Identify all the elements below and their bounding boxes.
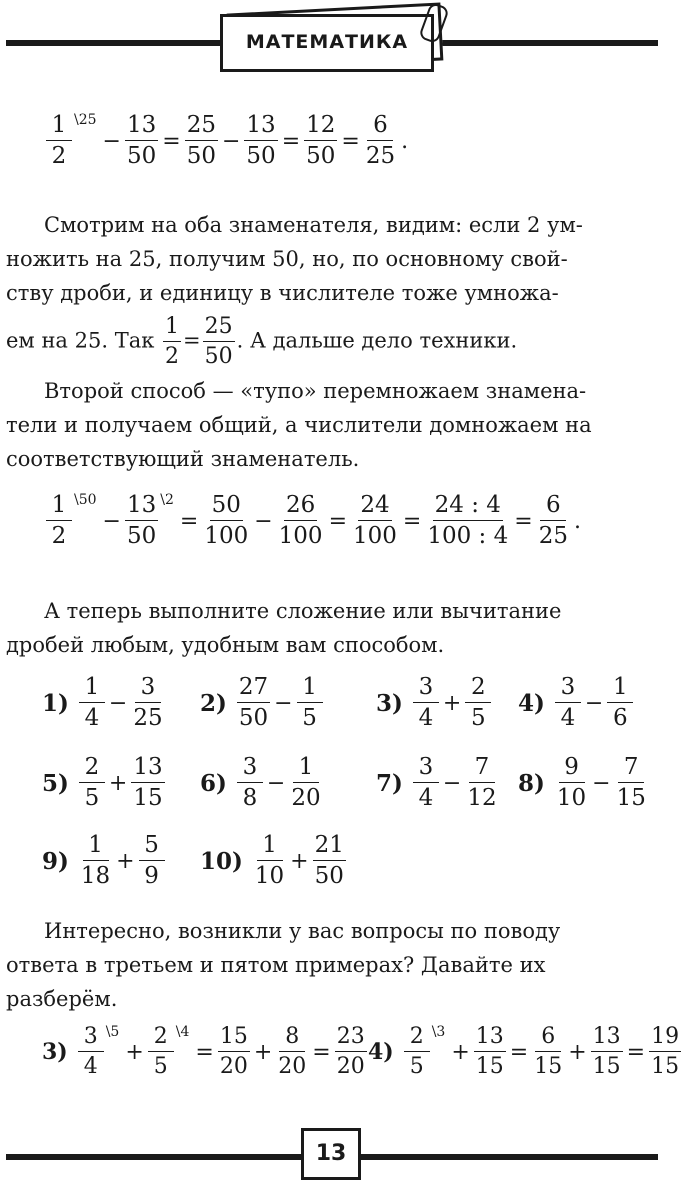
exercise-fraction-b (131, 756, 164, 810)
operator: . (401, 128, 409, 154)
exercise-fraction-b-num: 2 (465, 676, 491, 703)
operator: + (253, 1039, 273, 1065)
exercise-fraction-b-den: 12 (467, 785, 497, 811)
exercise-fraction-a (237, 756, 263, 810)
equation-label: 4) (368, 1039, 394, 1065)
fraction (364, 114, 397, 168)
exercise-fraction-a (253, 834, 286, 888)
exercise-label: 1) (42, 689, 69, 717)
fraction-den: 100 : 4 (427, 523, 509, 549)
fraction-den: 20 (219, 1054, 248, 1079)
operator: = (281, 128, 301, 154)
exercise-fraction-a (79, 834, 112, 888)
exercise-fraction-b-num: 1 (293, 756, 319, 783)
exercise-operator: + (442, 690, 462, 716)
exercise-4 (518, 676, 635, 730)
fraction (425, 494, 510, 548)
equation-4 (368, 1026, 683, 1078)
fraction (218, 1026, 250, 1078)
operator: = (195, 1039, 214, 1065)
paragraph-3 (6, 594, 662, 662)
exercise-fraction-a-num: 3 (237, 756, 263, 783)
operator: − (221, 128, 241, 154)
exercise-operator: − (274, 690, 293, 716)
fraction-den: 15 (592, 1054, 621, 1079)
fraction (532, 1026, 564, 1078)
exercise-fraction-a-den: 4 (418, 785, 434, 811)
fraction (335, 1026, 367, 1078)
fraction-num: 23 (335, 1026, 367, 1052)
exercise-operator: − (592, 770, 611, 796)
fraction (591, 1026, 623, 1078)
fraction-num: 12 (304, 114, 337, 141)
fraction-den: 100 (278, 523, 323, 549)
operator: − (254, 508, 273, 534)
fraction (46, 114, 72, 168)
operator: . (573, 508, 581, 534)
inline-fraction-1 (163, 316, 181, 368)
fraction-den: 20 (278, 1054, 307, 1079)
fraction-num: 50 (210, 494, 243, 521)
exercise-fraction-a-num: 1 (257, 834, 283, 861)
exercise-fraction-a (555, 676, 581, 730)
paragraph-4 (6, 914, 662, 1016)
paragraph-2 (6, 374, 662, 476)
exercise-fraction-a-den: 4 (418, 705, 434, 731)
fraction (125, 114, 158, 168)
equation-1 (44, 114, 410, 168)
fraction (537, 494, 570, 548)
paragraph-1-line-3: ству дроби, и единицу в числителе тоже умножа- (6, 281, 559, 305)
exercise-fraction-b (465, 676, 491, 730)
multiplier-mark: \5 (105, 1024, 120, 1040)
fraction-den: 50 (246, 143, 276, 169)
operator: = (514, 508, 533, 534)
exercise-fraction-b-den: 15 (133, 785, 163, 811)
exercise-fraction-a-den: 18 (80, 863, 111, 889)
fraction-num: 2 (404, 1026, 430, 1052)
paragraph-1-line-1: Смотрим на оба знаменателя, видим: если 2 ум- (44, 213, 583, 237)
fraction-den: 15 (534, 1054, 563, 1079)
paragraph-1 (6, 208, 662, 368)
fraction (78, 1026, 104, 1078)
fraction-num: 13 (591, 1026, 623, 1052)
operator: = (162, 128, 181, 154)
exercise-fraction-b (297, 676, 323, 730)
exercise-fraction-a-num: 1 (79, 676, 105, 703)
paragraph-1-line-4-post: . А дальше дело техники. (236, 328, 518, 353)
exercise-fraction-a-den: 4 (560, 705, 576, 731)
paragraph-1-line-2: ножить на 25, получим 50, но, по основному свой- (6, 247, 568, 271)
exercise-fraction-a (79, 756, 105, 810)
operator: = (179, 508, 199, 534)
exercise-fraction-a (413, 676, 439, 730)
inline-fraction-1-den: 2 (165, 344, 180, 369)
fraction-num: 3 (78, 1026, 104, 1052)
exercise-fraction-b-den: 5 (302, 705, 317, 731)
exercise-operator: − (266, 770, 286, 796)
exercise-label: 8) (518, 769, 545, 797)
fraction-den: 2 (51, 143, 67, 169)
fraction-den: 4 (83, 1054, 98, 1079)
fraction (649, 1026, 681, 1078)
exercise-fraction-b-den: 50 (314, 863, 344, 889)
operator: + (568, 1039, 587, 1065)
exercise-fraction-b (131, 676, 164, 730)
fraction (244, 114, 277, 168)
fraction-num: 8 (279, 1026, 305, 1052)
exercise-fraction-a-den: 4 (84, 705, 100, 731)
exercise-fraction-b (465, 756, 498, 810)
exercise-fraction-a-den: 50 (238, 705, 269, 731)
exercise-9 (42, 834, 167, 888)
exercise-label: 7) (376, 769, 403, 797)
exercise-fraction-b-den: 5 (471, 705, 486, 731)
fraction-num: 1 (46, 494, 72, 521)
fraction (276, 1026, 308, 1078)
fraction-num: 1 (46, 114, 72, 141)
paragraph-4-line-2: ответа в третьем и пятом примерах? Давайте их (6, 953, 546, 977)
exercise-fraction-a-num: 3 (413, 676, 439, 703)
operator: − (102, 508, 121, 534)
fraction-den: 50 (306, 143, 336, 169)
fraction (202, 494, 250, 548)
fraction-num: 13 (125, 494, 158, 521)
inline-equals: = (183, 328, 201, 353)
operator: = (328, 508, 347, 534)
exercise-label: 2) (200, 689, 227, 717)
exercise-8 (518, 756, 650, 810)
fraction-num: 26 (284, 494, 317, 521)
fraction-den: 20 (336, 1054, 365, 1079)
fraction-den: 50 (126, 143, 157, 169)
paragraph-2-line-3: соответствующий знаменатель. (6, 447, 360, 471)
fraction (474, 1026, 506, 1078)
exercise-fraction-a-num: 27 (237, 676, 270, 703)
paragraph-2-line-2: тели и получаем общий, а числители домножаем на (6, 413, 592, 437)
fraction-den: 100 (204, 523, 249, 549)
exercise-fraction-a-den: 10 (556, 785, 587, 811)
fraction (277, 494, 325, 548)
fraction (404, 1026, 430, 1078)
operator: + (451, 1039, 470, 1065)
equation-3 (42, 1026, 369, 1078)
operator: − (102, 128, 121, 154)
exercise-label: 5) (42, 769, 69, 797)
exercise-label: 3) (376, 689, 403, 717)
fraction-num: 24 (358, 494, 391, 521)
multiplier-mark: \4 (175, 1024, 190, 1040)
exercise-operator: − (442, 770, 462, 796)
exercise-fraction-b-den: 6 (613, 705, 628, 731)
exercise-2 (200, 676, 325, 730)
inline-fraction-2 (203, 316, 235, 368)
equation-2 (44, 494, 583, 548)
fraction-den: 15 (475, 1054, 504, 1079)
paragraph-4-line-3: разберём. (6, 987, 118, 1011)
exercise-fraction-a (413, 756, 439, 810)
fraction-num: 25 (185, 114, 218, 141)
exercise-fraction-b (615, 756, 648, 810)
exercise-fraction-a-num: 1 (83, 834, 109, 861)
exercise-operator: + (108, 770, 128, 796)
fraction-num: 13 (125, 114, 158, 141)
operator: + (125, 1039, 144, 1065)
fraction-den: 25 (538, 523, 568, 549)
exercise-label: 9) (42, 847, 69, 875)
operator: = (402, 508, 422, 534)
exercise-fraction-a (79, 676, 105, 730)
paragraph-4-line-1: Интересно, возникли у вас вопросы по поводу (44, 919, 561, 943)
fraction-num: 24 : 4 (433, 494, 503, 521)
exercise-fraction-b-num: 1 (297, 676, 323, 703)
operator: = (509, 1039, 529, 1065)
fraction-den: 50 (126, 523, 157, 549)
fraction-den: 5 (409, 1054, 424, 1079)
fraction (351, 494, 399, 548)
exercise-operator: + (116, 848, 135, 874)
exercise-fraction-a-den: 8 (242, 785, 258, 811)
exercise-3 (376, 676, 493, 730)
multiplier-mark: \25 (74, 112, 97, 128)
exercise-fraction-a-num: 3 (555, 676, 581, 703)
exercise-fraction-b (289, 756, 322, 810)
exercise-fraction-a-den: 5 (84, 785, 100, 811)
exercise-fraction-b-num: 7 (618, 756, 644, 783)
operator: = (341, 128, 360, 154)
fraction-num: 15 (218, 1026, 250, 1052)
section-title: МАТЕМАТИКА (245, 31, 409, 53)
exercise-10 (200, 834, 348, 888)
header-box (220, 14, 434, 72)
exercise-fraction-b (607, 676, 633, 730)
multiplier-mark: \50 (74, 492, 97, 508)
exercise-fraction-b-num: 13 (131, 756, 164, 783)
fraction-num: 6 (367, 114, 393, 141)
fraction-den: 5 (153, 1054, 168, 1079)
paragraph-3-line-2: дробей любым, удобным вам способом. (6, 633, 445, 657)
fraction (148, 1026, 174, 1078)
operator: = (312, 1039, 331, 1065)
exercise-fraction-a-num: 9 (559, 756, 585, 783)
exercise-7 (376, 756, 501, 810)
fraction-num: 2 (148, 1026, 174, 1052)
fraction-den: 2 (51, 523, 67, 549)
exercise-fraction-a-num: 3 (413, 756, 439, 783)
fraction-num: 13 (244, 114, 277, 141)
exercise-operator: − (584, 690, 604, 716)
paragraph-3-line-1: А теперь выполните сложение или вычитание (44, 599, 562, 623)
paragraph-1-line-4-pre: ем на 25. Так (6, 328, 155, 353)
exercise-label: 6) (200, 769, 227, 797)
multiplier-mark: \3 (431, 1024, 446, 1040)
exercise-5 (42, 756, 167, 810)
exercise-fraction-b-num: 5 (139, 834, 165, 861)
fraction-num: 13 (474, 1026, 506, 1052)
page-number: 13 (301, 1128, 361, 1180)
exercise-fraction-a-num: 2 (79, 756, 105, 783)
inline-fraction-1-num: 1 (163, 316, 181, 342)
exercise-fraction-a (237, 676, 270, 730)
fraction-num: 6 (540, 494, 566, 521)
exercise-6 (200, 756, 325, 810)
inline-fraction-2-den: 50 (204, 344, 233, 369)
fraction-den: 15 (651, 1054, 680, 1079)
exercise-operator: − (108, 690, 128, 716)
exercise-fraction-b (313, 834, 346, 888)
exercise-fraction-b-num: 3 (135, 676, 161, 703)
exercise-operator: + (290, 848, 309, 874)
fraction-den: 50 (186, 143, 216, 169)
operator: = (626, 1039, 646, 1065)
exercise-label: 4) (518, 689, 545, 717)
exercise-fraction-b-num: 21 (313, 834, 346, 861)
exercise-fraction-b (139, 834, 165, 888)
multiplier-mark: \2 (160, 492, 174, 508)
exercise-fraction-b-den: 25 (133, 705, 163, 731)
fraction (185, 114, 218, 168)
inline-fraction-2-num: 25 (203, 316, 235, 342)
exercise-fraction-a (555, 756, 588, 810)
exercise-fraction-b-den: 20 (291, 785, 321, 811)
fraction-num: 19 (649, 1026, 681, 1052)
fraction-num: 6 (535, 1026, 561, 1052)
fraction (46, 494, 72, 548)
paragraph-1-line-4 (6, 316, 662, 368)
fraction (304, 114, 337, 168)
exercise-fraction-b-den: 15 (616, 785, 646, 811)
exercise-1 (42, 676, 167, 730)
fraction-den: 100 (353, 523, 397, 549)
fraction (125, 494, 158, 548)
exercise-fraction-b-den: 9 (144, 863, 159, 889)
exercise-label: 10) (200, 847, 243, 875)
exercise-fraction-a-den: 10 (254, 863, 285, 889)
exercise-fraction-b-num: 1 (607, 676, 633, 703)
exercise-fraction-b-num: 7 (469, 756, 495, 783)
paragraph-2-line-1: Второй способ — «тупо» перемножаем знамена- (44, 379, 587, 403)
fraction-den: 25 (365, 143, 396, 169)
equation-label: 3) (42, 1039, 68, 1065)
